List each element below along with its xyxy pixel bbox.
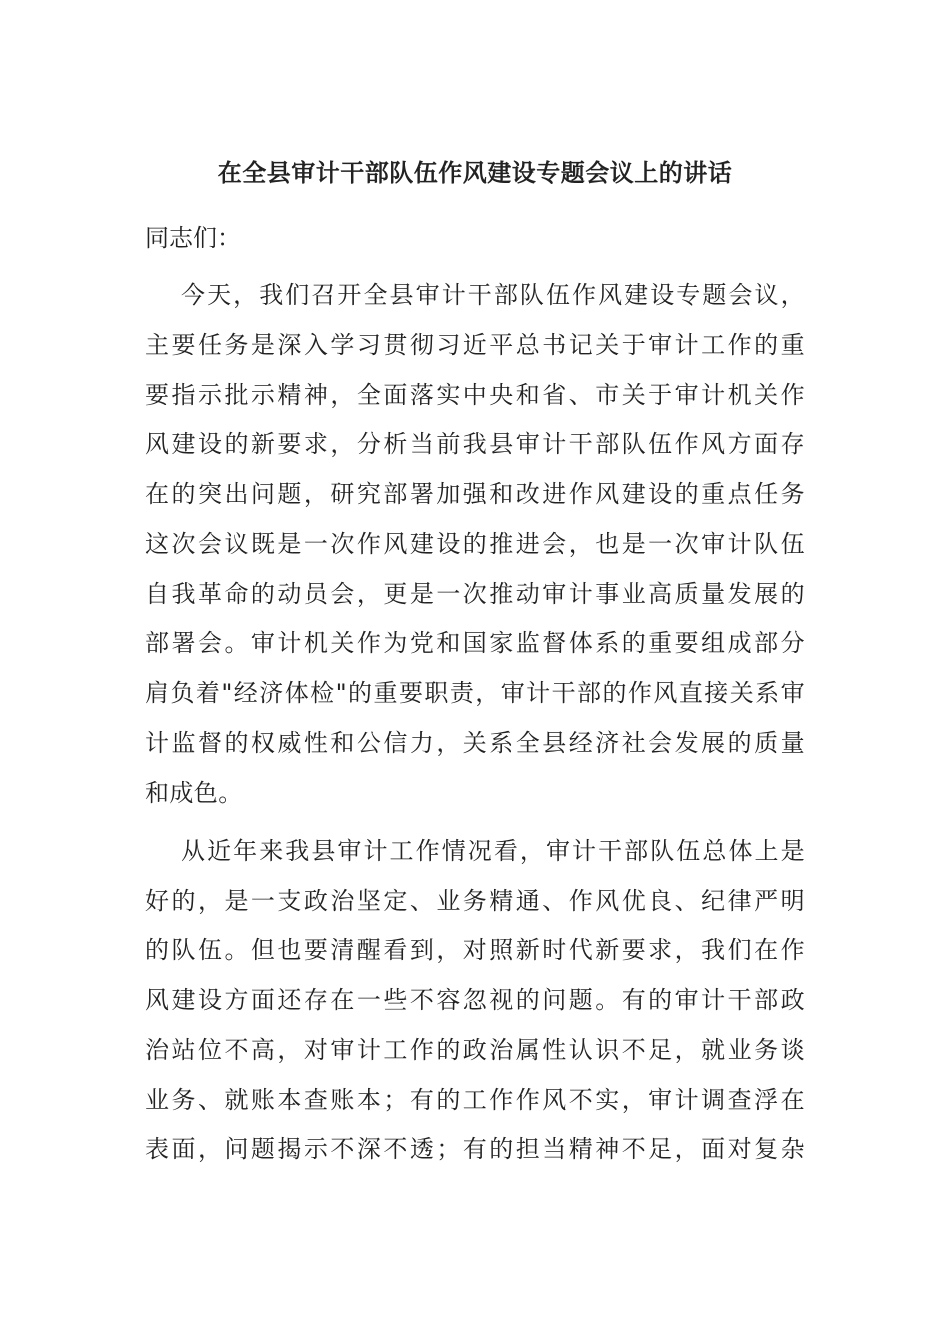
paragraph-line: 自我革命的动员会，更是一次推动审计事业高质量发展的 xyxy=(145,580,805,608)
paragraph-line: 好的，是一支政治坚定、业务精通、作风优良、纪律严明 xyxy=(145,887,805,915)
paragraph-line: 在的突出问题，研究部署加强和改进作风建设的重点任务 xyxy=(145,480,805,508)
paragraph-line: 风建设方面还存在一些不容忽视的问题。有的审计干部政 xyxy=(145,986,805,1014)
paragraph-line: 计监督的权威性和公信力，关系全县经济社会发展的质量 xyxy=(145,729,805,757)
salutation: 同志们： xyxy=(145,224,241,252)
paragraph-line: 肩负着"经济体检"的重要职责，审计干部的作风直接关系审 xyxy=(145,679,805,707)
paragraph-line: 今天，我们召开全县审计干部队伍作风建设专题会议， xyxy=(181,281,805,309)
document-title: 在全县审计干部队伍作风建设专题会议上的讲话 xyxy=(217,159,733,187)
paragraph-line: 从近年来我县审计工作情况看，审计干部队伍总体上是 xyxy=(181,837,805,865)
paragraph-line: 的队伍。但也要清醒看到，对照新时代新要求，我们在作 xyxy=(145,936,805,964)
paragraph-line: 这次会议既是一次作风建设的推进会，也是一次审计队伍 xyxy=(145,530,805,558)
paragraph-line: 和成色。 xyxy=(145,779,243,807)
paragraph-line: 治站位不高，对审计工作的政治属性认识不足，就业务谈 xyxy=(145,1036,805,1064)
paragraph-line: 主要任务是深入学习贯彻习近平总书记关于审计工作的重 xyxy=(145,331,805,359)
paragraph-line: 表面，问题揭示不深不透；有的担当精神不足，面对复杂 xyxy=(145,1135,805,1163)
paragraph-line: 业务、就账本查账本；有的工作作风不实，审计调查浮在 xyxy=(145,1086,805,1114)
paragraph-line: 风建设的新要求，分析当前我县审计干部队伍作风方面存 xyxy=(145,430,805,458)
paragraph-line: 要指示批示精神，全面落实中央和省、市关于审计机关作 xyxy=(145,381,805,409)
paragraph-line: 部署会。审计机关作为党和国家监督体系的重要组成部分 xyxy=(145,629,805,657)
